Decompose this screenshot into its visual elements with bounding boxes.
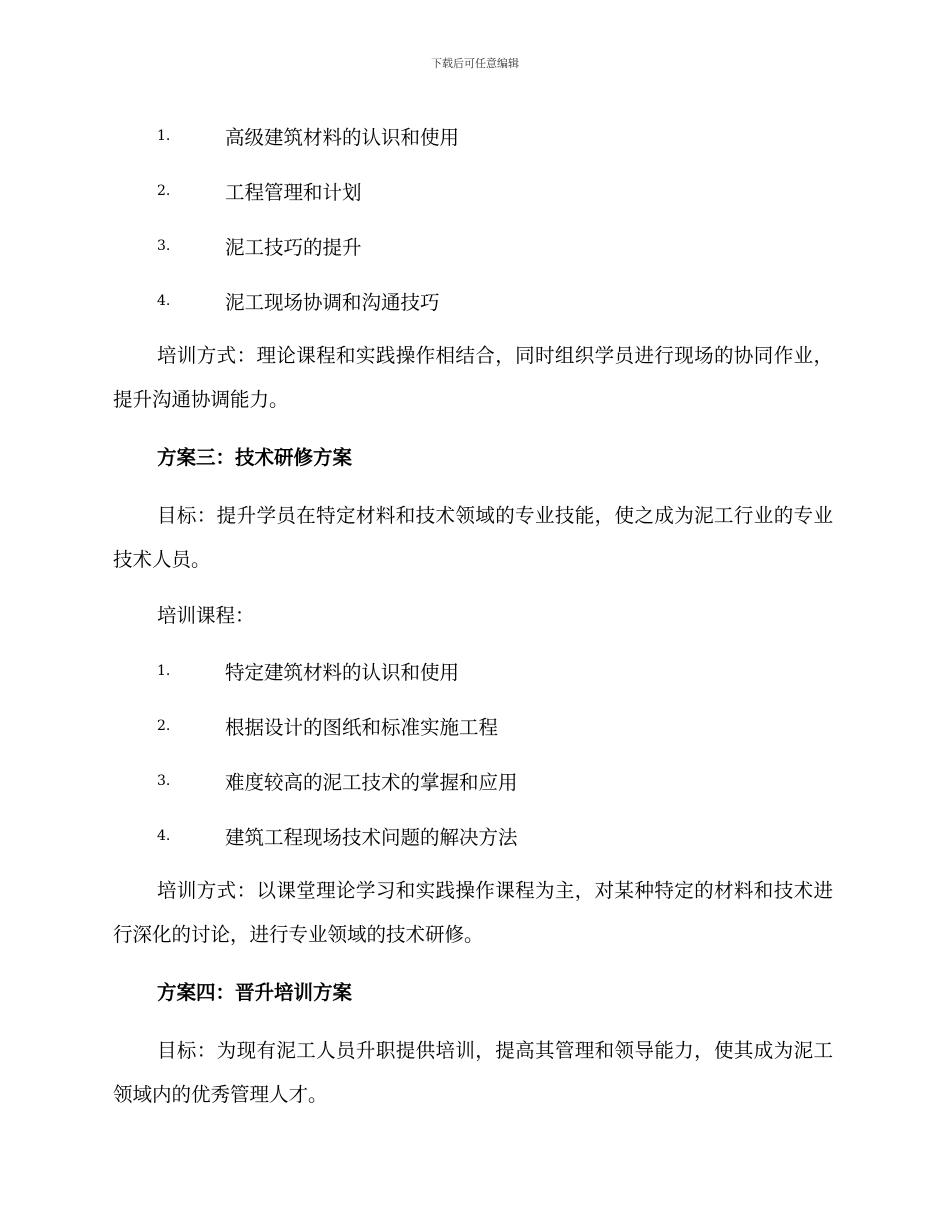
list-item [113, 808, 833, 863]
list-text: 根据设计的图纸和标准实施工程 [225, 715, 499, 739]
list-item [113, 163, 833, 218]
training-method-paragraph: 培训方式：理论课程和实践操作相结合，同时组织学员进行现场的协同作业，提升沟通协调能力。 [113, 344, 833, 411]
page-header: 下载后可任意编辑 [431, 57, 519, 70]
list-item [113, 218, 833, 273]
list-number: 3. [157, 237, 171, 254]
section-heading-plan-four: 方案四：晋升培训方案 [157, 981, 353, 1004]
list-text: 特定建筑材料的认识和使用 [225, 660, 460, 684]
list-item [113, 108, 833, 163]
list-text: 泥工现场协调和沟通技巧 [225, 290, 440, 314]
training-method-paragraph: 培训方式：以课堂理论学习和实践操作课程为主，对某种特定的材料和技术进行深化的讨论，进行专业领域的技术研修。 [113, 879, 833, 946]
list-number: 2. [157, 717, 171, 734]
list-number: 1. [157, 127, 171, 144]
list-text: 难度较高的泥工技术的掌握和应用 [225, 770, 518, 794]
list-text: 建筑工程现场技术问题的解决方法 [225, 825, 518, 849]
list-text: 工程管理和计划 [225, 180, 362, 204]
list-item [113, 698, 833, 753]
list-item [113, 753, 833, 808]
list-item [113, 273, 833, 328]
section-heading-plan-three: 方案三：技术研修方案 [157, 446, 353, 469]
list-number: 4. [157, 292, 171, 309]
document-body [113, 108, 833, 1123]
list-number: 3. [157, 772, 171, 789]
list-number: 4. [157, 827, 171, 844]
goal-paragraph: 目标：提升学员在特定材料和技术领域的专业技能，使之成为泥工行业的专业技术人员。 [113, 504, 833, 571]
list-item [113, 643, 833, 698]
list-number: 1. [157, 662, 171, 679]
courses-label: 培训课程： [157, 604, 255, 627]
goal-paragraph: 目标：为现有泥工人员升职提供培训，提高其管理和领导能力，使其成为泥工领域内的优秀管理人才。 [113, 1039, 833, 1106]
list-number: 2. [157, 182, 171, 199]
list-text: 泥工技巧的提升 [225, 235, 362, 259]
list-text: 高级建筑材料的认识和使用 [225, 125, 460, 149]
